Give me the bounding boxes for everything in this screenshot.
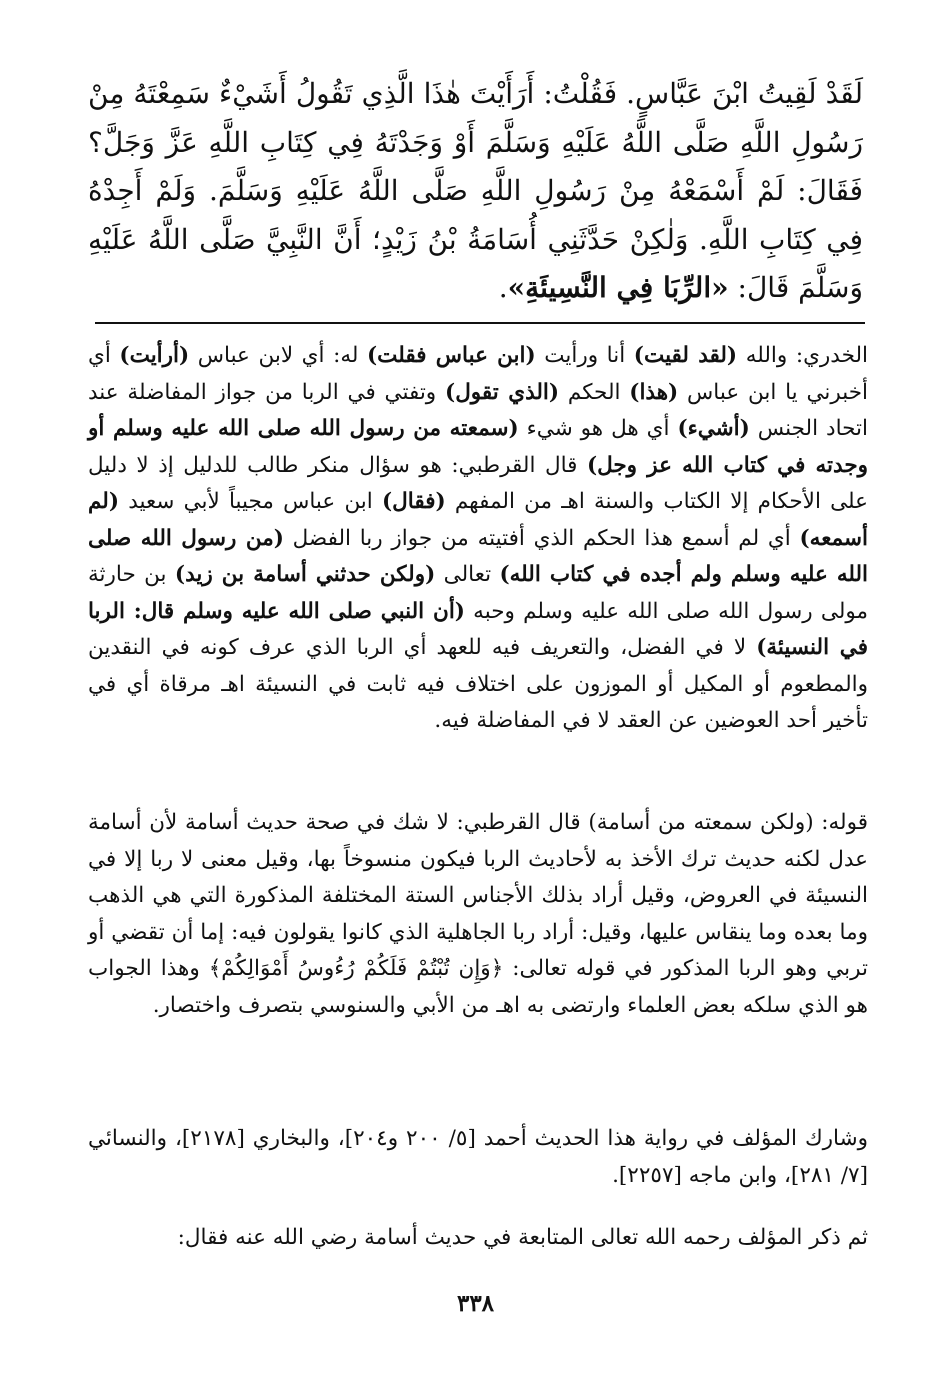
commentary-quote: (أن النبي صلى الله عليه وسلم قال: الربا في النسيئة) [88, 598, 868, 660]
commentary-segment: لا في الفضل، والتعريف فيه للعهد أي الربا الذي عرف كونه في النقدين والمطعوم أو المكيل أو الموزون على اختلاف فيه ثابت في النسيئة اهـ مرقاة أي في تأخير أحد العوضين عن العقد لا في المفاضلة فيه. [88, 635, 868, 733]
commentary-quote: (ابن عباس فقلت) [367, 343, 536, 368]
commentary-quote: (ولكن حدثني أسامة بن زيد) [174, 562, 436, 587]
commentary-quote: (فقال) [381, 489, 446, 514]
commentary-segment: الحكم [559, 379, 630, 405]
commentary-segment: وتفتي في الربا من جواز المفاضلة عند اتحاد الجنس [88, 379, 868, 441]
commentary-segment: تعالى [435, 562, 500, 587]
commentary-segment: أي هل هو شيء [518, 416, 678, 441]
commentary-quote: (الذي تقول) [445, 379, 560, 405]
commentary-paragraph-3: وشارك المؤلف في رواية هذا الحديث أحمد [٥/ ٢٠٠ و٢٠٤]، والبخاري [٢١٧٨]، والنسائي [٧/ ٢٨١]، وابن ماجه [٢٢٥٧]. [88, 1126, 869, 1188]
commentary-quote: (أرأيت) [119, 343, 190, 368]
commentary-paragraph-4: ثم ذكر المؤلف رحمه الله تعالى المتابعة في حديث أسامة رضي الله عنه فقال: [177, 1225, 868, 1250]
commentary-quote: (هذا) [629, 379, 679, 405]
commentary-paragraph-1 [88, 338, 868, 740]
commentary-quote: (سمعته من رسول الله صلى الله عليه وسلم أو وجدته في كتاب الله عز وجل) [88, 416, 868, 478]
hadith-body: لَقَدْ لَقِيتُ ابْنَ عَبَّاسٍ. فَقُلْتُ: أَرَأَيْتَ هٰذَا الَّذِي تَقُولُ أَشَيْءٌ سَمِعْتَهُ مِنْ رَسُولِ اللَّهِ صَلَّى اللَّهُ عَلَيْهِ وَسَلَّمَ أَوْ وَجَدْتَهُ فِي كِتَابِ اللَّهِ عَزَّ وَجَلَّ؟ فَقَالَ: لَمْ أَسْمَعْهُ مِنْ رَسُولِ اللَّهِ صَلَّى اللَّهُ عَلَيْهِ وَسَلَّمَ. وَلَمْ أَجِدْهُ فِي كِتَابِ اللَّهِ. وَلٰكِنْ حَدَّثَنِي أُسَامَةُ بْنُ زَيْدٍ؛ أَنَّ النَّبِيَّ صَلَّى اللَّهُ عَلَيْهِ وَسَلَّمَ قَالَ: [88, 77, 863, 304]
commentary-segment: بن حارثة مولى رسول الله صلى الله عليه وسلم وحبه [88, 562, 868, 624]
hadith-text [88, 70, 863, 313]
commentary-segment: له: أي لابن عباس [189, 343, 367, 368]
commentary-segment: أي أخبرني يا ابن عباس [88, 343, 868, 405]
commentary-segment: ابن عباس مجيباً لأبي سعيد [119, 489, 382, 514]
commentary-segment: وهذا الجواب هو الذي سلكه بعض العلماء وارتضى به اهـ من الأبي والسنوسي بتصرف واختصار. [88, 956, 868, 1018]
separator-line [95, 322, 865, 324]
commentary-paragraph-2 [88, 805, 868, 1024]
commentary-segment: الخدري: والله [737, 343, 868, 368]
commentary-segment: قوله: (ولكن سمعته من أسامة) قال القرطبي: لا شك في صحة حديث أسامة لأن أسامة عدل لكنه حديث ترك الأخذ به لأحاديث الربا فيكون منسوخاً بها، وقيل معنى لا ربا إلا في النسيئة في العروض، وقيل أراد بذلك الأجناس الستة المختلفة المذكورة التي هي الذهب وما بعده وما ينقاس عليها، وقيل: أراد ربا الجاهلية الذي كانوا يقولون فيه: إما أن تقضي أو تربي وهو الربا المذكور في قوله تعالى: [88, 810, 869, 981]
commentary-quote: (لم أسمعه) [88, 489, 868, 551]
commentary-segment: قال القرطبي: هو سؤال منكر طالب للدليل إذ لا دليل على الأحكام إلا الكتاب والسنة اهـ من المفهم [88, 452, 868, 514]
commentary-segment: أي لم أسمع هذا الحكم الذي أفتيته من جواز ربا الفضل [283, 525, 800, 551]
hadith-end: . [498, 271, 508, 304]
quran-verse: ﴿وَإِن تُبْتُمْ فَلَكُمْ رُءُوسُ أَمْوَالِكُمْ﴾ [208, 956, 504, 981]
commentary-quote: (لقد لقيت) [633, 343, 738, 368]
page-number: ٣٣٨ [456, 1290, 495, 1317]
commentary-quote: (أشيء) [677, 416, 750, 441]
hadith-quote: «الرِّبَا فِي النَّسِيئَةِ» [507, 271, 729, 304]
commentary-segment: أنا ورأيت [535, 343, 634, 368]
commentary-quote: (من رسول الله صلى الله عليه وسلم ولم أجده في كتاب الله) [88, 525, 869, 587]
